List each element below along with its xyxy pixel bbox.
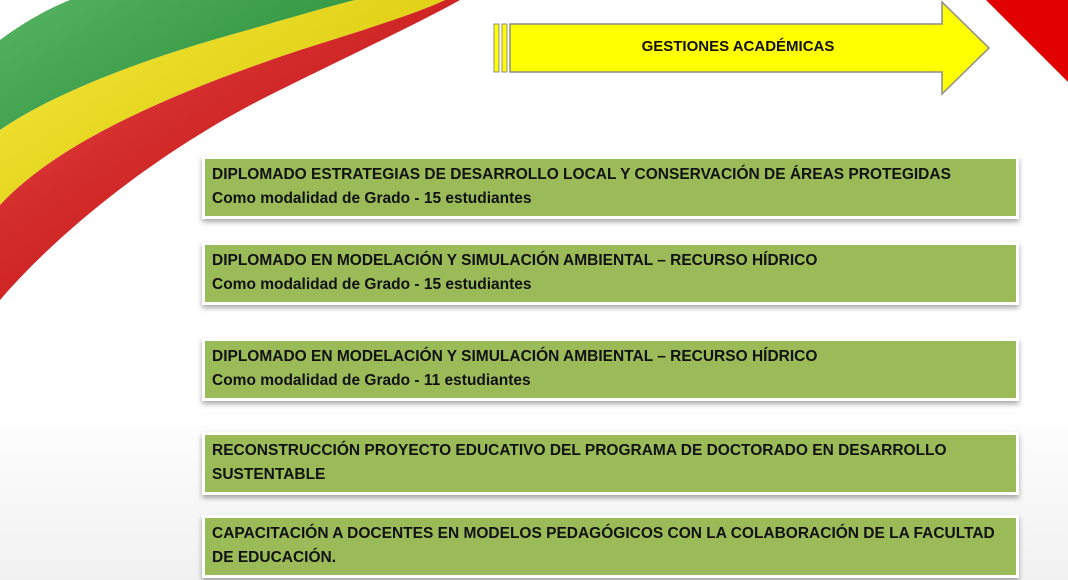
card-subtitle: Como modalidad de Grado - 15 estudiantes bbox=[212, 276, 532, 293]
info-card-diplomado-recurso-hidrico-1 bbox=[202, 242, 1019, 305]
info-card-diplomado-recurso-hidrico-2 bbox=[202, 338, 1019, 401]
info-card-capacitacion-docentes bbox=[202, 515, 1019, 578]
card-title: DIPLOMADO EN MODELACIÓN Y SIMULACIÓN AMBIENTAL – RECURSO HÍDRICO bbox=[212, 348, 818, 365]
card-title: DIPLOMADO EN MODELACIÓN Y SIMULACIÓN AMBIENTAL – RECURSO HÍDRICO bbox=[212, 252, 818, 269]
info-card-diplomado-areas-protegidas bbox=[202, 156, 1019, 219]
info-card-doctorado bbox=[202, 432, 1019, 495]
page-title: GESTIONES ACADÉMICAS bbox=[641, 38, 835, 55]
card-text: RECONSTRUCCIÓN PROYECTO EDUCATIVO DEL PROGRAMA DE DOCTORADO EN DESARROLLO SUSTENTABLE bbox=[212, 442, 947, 483]
corner-red-triangle bbox=[986, 0, 1068, 82]
card-title: DIPLOMADO ESTRATEGIAS DE DESARROLLO LOCAL Y CONSERVACIÓN DE ÁREAS PROTEGIDAS bbox=[212, 166, 951, 183]
card-text: CAPACITACIÓN A DOCENTES EN MODELOS PEDAGÓGICOS CON LA COLABORACIÓN DE LA FACULTAD DE EDUCACIÓN. bbox=[212, 525, 995, 566]
card-subtitle: Como modalidad de Grado - 11 estudiantes bbox=[212, 372, 531, 389]
card-subtitle: Como modalidad de Grado - 15 estudiantes bbox=[212, 190, 532, 207]
